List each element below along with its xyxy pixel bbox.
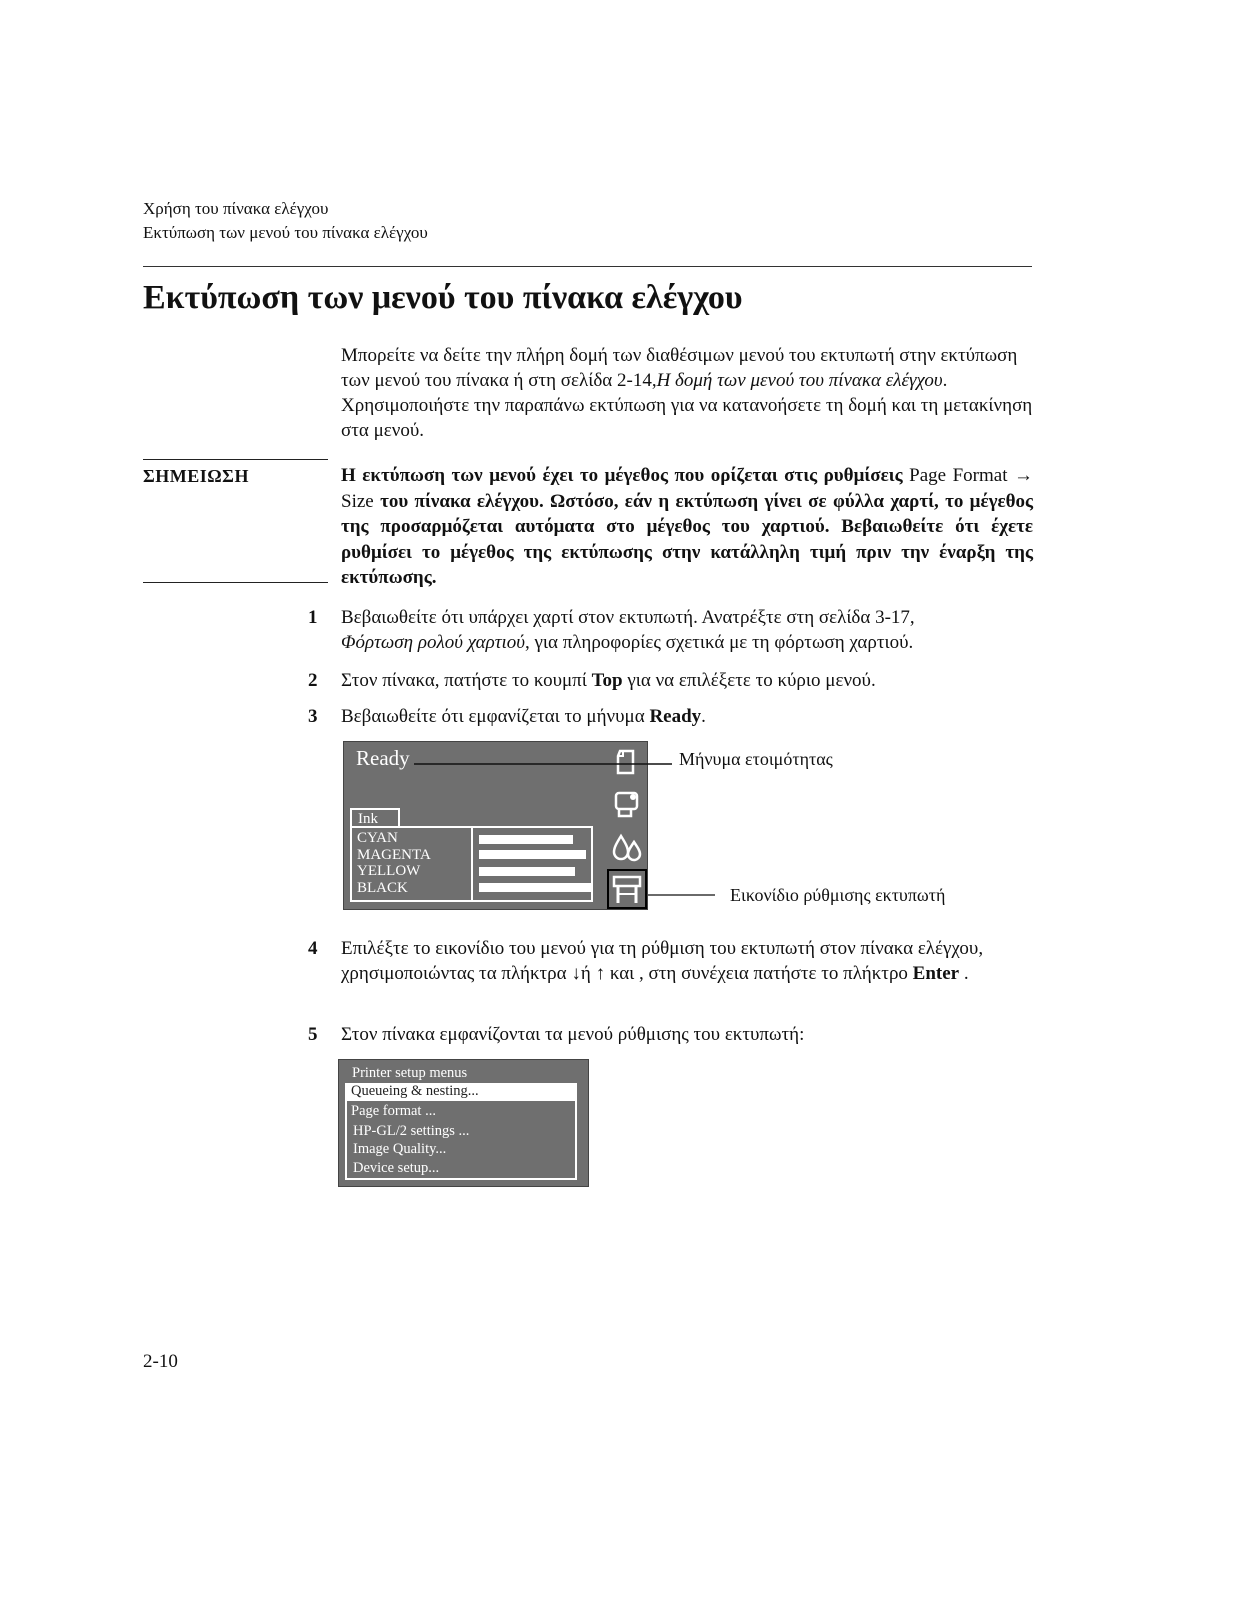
step-4-text-c: . bbox=[963, 963, 969, 984]
intro-paragraph bbox=[341, 343, 1033, 443]
step-4-text-a: Επιλέξτε το εικονίδιο του μενού για τη ρύθμιση του εκτυπωτή στον πίνακα ελέγχου, χρησιμοποιώντας τα πλήκτρα bbox=[341, 938, 984, 984]
step-number: 3 bbox=[308, 706, 318, 727]
ink-name-yellow: YELLOW bbox=[357, 863, 421, 879]
step-4-or: ή bbox=[580, 963, 591, 984]
step-2-key-top: Top bbox=[591, 670, 623, 691]
step-1-text-a: Βεβαιωθείτε ότι υπάρχει χαρτί στον εκτυπωτή. Ανατρέξτε στη σελίδα 3-17, bbox=[341, 607, 915, 628]
step-5-text bbox=[341, 1022, 1033, 1047]
note-top-rule bbox=[143, 459, 328, 460]
step-number: 4 bbox=[308, 938, 318, 959]
step-3-text-b: . bbox=[701, 706, 706, 727]
ink-tab-label: Ink bbox=[350, 808, 400, 826]
page-title: Εκτύπωση των μενού του πίνακα ελέγχου bbox=[143, 279, 743, 316]
ink-name-black: BLACK bbox=[357, 879, 408, 896]
menu-item-hpgl2-settings[interactable]: HP-GL/2 settings ... bbox=[353, 1123, 470, 1139]
running-header-chapter: Χρήση του πίνακα ελέγχου bbox=[143, 199, 329, 218]
note-text bbox=[341, 463, 1033, 591]
step-1-text-b: , για πληροφορίες σχετικά με τη φόρτωση χαρτιού. bbox=[525, 632, 914, 653]
menu-item-page-format[interactable]: Page format ... bbox=[351, 1103, 436, 1119]
callout-ready-message: Μήνυμα ετοιμότητας bbox=[679, 749, 833, 769]
header-rule bbox=[143, 266, 1032, 267]
menu-item-image-quality[interactable]: Image Quality... bbox=[353, 1141, 447, 1157]
step-4-text bbox=[341, 936, 1033, 986]
running-header-section: Εκτύπωση των μενού του πίνακα ελέγχου bbox=[143, 223, 428, 242]
callout-printer-setup-icon: Εικονίδιο ρύθμισης εκτυπωτή bbox=[730, 885, 946, 905]
step-3-key-ready: Ready bbox=[649, 706, 702, 727]
step-1-text bbox=[341, 605, 1033, 655]
step-2-text bbox=[341, 668, 1033, 693]
control-panel-display-setup-menus bbox=[338, 1059, 589, 1187]
step-1-cross-reference[interactable]: Φόρτωση ρολού χαρτιού bbox=[341, 632, 526, 653]
note-setting-size: Size bbox=[341, 490, 374, 512]
step-5-text-a: Στον πίνακα εμφανίζονται τα μενού ρύθμισης του εκτυπωτή: bbox=[341, 1024, 805, 1045]
intro-text-b: . Χρησιμοποιήστε την παραπάνω εκτύπωση για να κατανοήσετε τη δομή και τη μετακίνηση στα μενού. bbox=[341, 370, 1033, 441]
menu-item-queueing-nesting[interactable]: Queueing & nesting... bbox=[345, 1083, 577, 1101]
note-setting-page-format: Page Format bbox=[909, 465, 1008, 486]
intro-text-a: Μπορείτε να δείτε την πλήρη δομή των διαθέσιμων μενού του εκτυπωτή στην εκτύπωση των μενού του πίνακα ή στη σελίδα 2-14, bbox=[341, 345, 1018, 391]
note-part1: Η εκτύπωση των μενού έχει το μέγεθος που ορίζεται στις ρυθμίσεις bbox=[341, 465, 903, 486]
ink-name-cyan: CYAN bbox=[357, 830, 398, 846]
step-4-key-enter: Enter bbox=[912, 963, 960, 984]
arrow-up-key-icon: ↑ bbox=[595, 963, 606, 984]
step-number: 5 bbox=[308, 1024, 318, 1045]
step-4-text-b: και , στη συνέχεια πατήστε το πλήκτρο bbox=[609, 963, 908, 984]
ink-name-magenta: MAGENTA bbox=[357, 846, 431, 863]
step-number: 1 bbox=[308, 607, 318, 628]
step-3-text-a: Βεβαιωθείτε ότι εμφανίζεται το μήνυμα bbox=[341, 706, 645, 727]
note-label: ΣΗΜΕΙΩΣΗ bbox=[143, 466, 249, 486]
ready-status-message: Ready bbox=[356, 746, 410, 770]
step-3-text bbox=[341, 704, 1033, 729]
step-2-text-b: για να επιλέξετε το κύριο μενού. bbox=[627, 670, 876, 691]
setup-menu-list bbox=[345, 1101, 577, 1180]
intro-cross-reference[interactable]: Η δομή των μενού του πίνακα ελέγχου bbox=[656, 370, 943, 391]
page-number: 2-10 bbox=[143, 1351, 178, 1372]
arrow-down-key-icon: ↓ bbox=[571, 963, 581, 984]
note-bottom-rule bbox=[143, 582, 328, 583]
step-number: 2 bbox=[308, 670, 318, 691]
menu-item-device-setup[interactable]: Device setup... bbox=[353, 1160, 440, 1176]
step-2-text-a: Στον πίνακα, πατήστε το κουμπί bbox=[341, 670, 587, 691]
setup-menus-title: Printer setup menus bbox=[352, 1065, 468, 1081]
note-arrow: → bbox=[1014, 465, 1034, 486]
note-part2: του πίνακα ελέγχου. Ωστόσο, εάν η εκτύπωση γίνει σε φύλλα χαρτί, το μέγεθος της προσαρμόζεται αυτόματα στο μέγεθος του χαρτιού. Βεβαιωθείτε ότι έχετε ρυθμίσει το μέγεθος της εκτύπωσης στην κατάλληλη τιμή πριν την έναρξη της εκτύπωσης. bbox=[341, 490, 1034, 588]
